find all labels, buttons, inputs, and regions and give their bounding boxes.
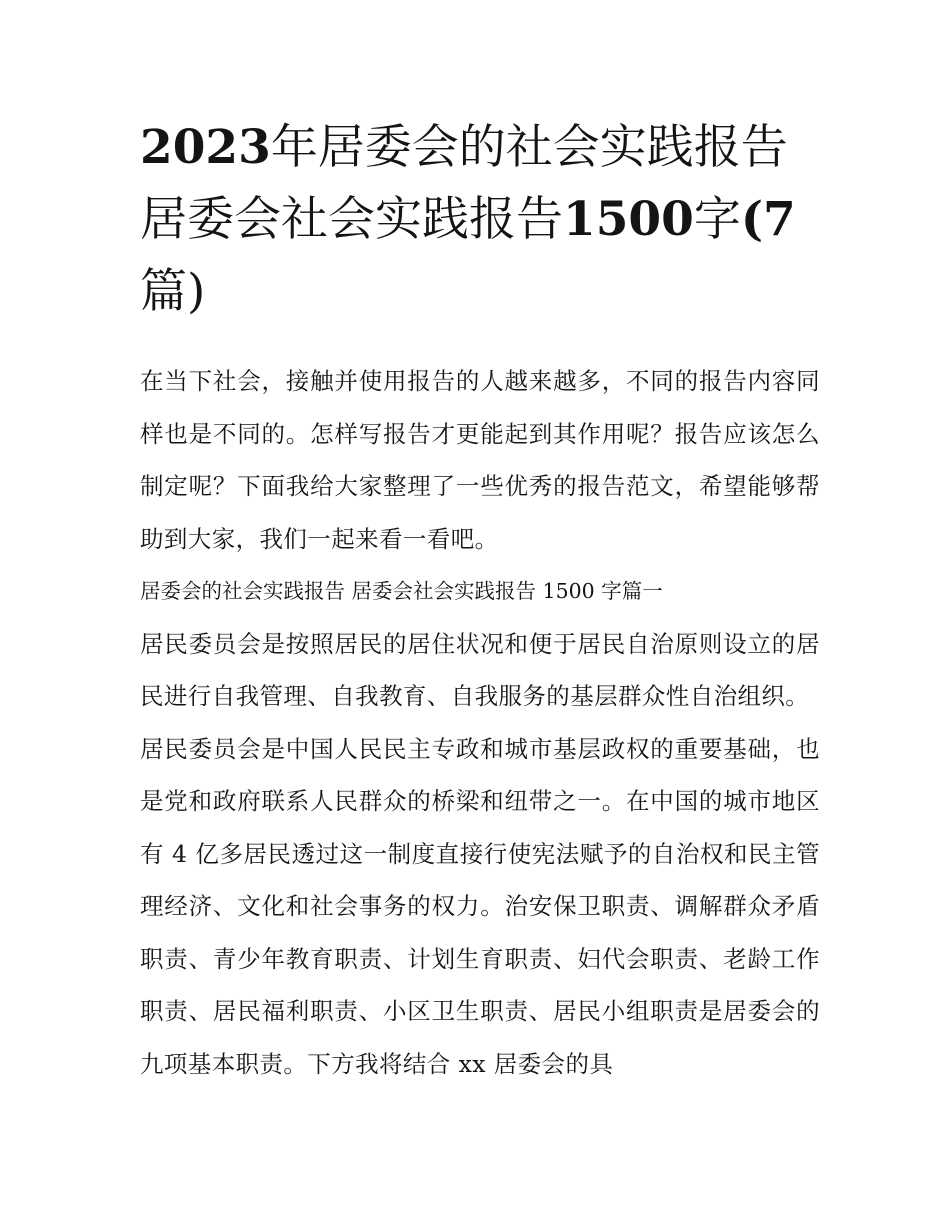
- title-count: 1500: [563, 192, 694, 247]
- document-body: [140, 355, 820, 1090]
- body-paragraph-1: 居民委员会是按照居民的居住状况和便于居民自治原则设立的居民进行自我管理、自我教育、自我服务的基层群众性自治组织。: [140, 629, 820, 710]
- body-paragraph-2: 居民委员会是中国人民民主专政和城市基层政权的重要基础，也是党和政府联系人民群众的桥梁和纽带之一。在中国的城市地区有 4 亿多居民透过这一制度直接行使宪法赋予的自治权和民主管理经济、文化和社会事务的权力。治安保卫职责、调解群众矛盾职责、青少年教育职责、计划生育职责、妇代会职责、老龄工作职责、居民福利职责、小区卫生职责、居民小组职责是居委会的九项基本职责。下方我将结合 xx 居委会的具: [140, 734, 820, 1078]
- section-heading: 居委会的社会实践报告 居委会社会实践报告 1500 字篇一: [140, 579, 663, 603]
- title-text: 年居委会的社会实践报告居委会社会实践报告: [140, 120, 788, 247]
- title-paren-open: (7: [740, 192, 796, 247]
- title-unit: 字: [693, 192, 741, 247]
- title-year: 2023: [140, 120, 271, 175]
- document-title: [140, 112, 820, 328]
- title-paren-close: 篇): [140, 264, 206, 319]
- intro-paragraph: 在当下社会，接触并使用报告的人越来越多，不同的报告内容同样也是不同的。怎样写报告才更能起到其作用呢？报告应该怎么制定呢？下面我给大家整理了一些优秀的报告范文，希望能够帮助到大家，我们一起来看一看吧。: [140, 367, 820, 553]
